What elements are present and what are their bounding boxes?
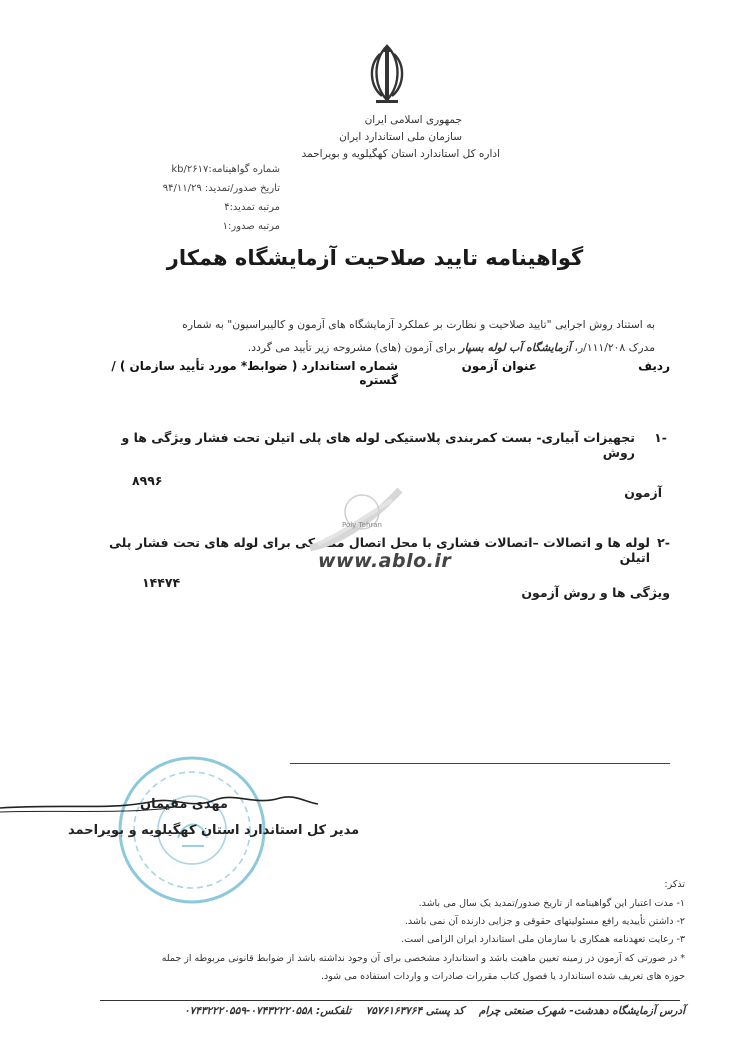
footer: [100, 1005, 685, 1017]
intro-line-2: [95, 336, 655, 359]
note-2: ۲- داشتن تأییدیه رافع مسئولیتهای حقوقی و جزایی دارنده آن نمی باشد.: [404, 916, 685, 927]
footer-postal-code: کد پستی ۷۵۷۶۱۶۳۷۶۴: [365, 1005, 465, 1017]
signatory-name: مهدی مقیمان: [140, 797, 228, 812]
lab-name: آزمایشگاه آب لوله بسپار: [459, 341, 572, 354]
note-1: ۱- مدت اعتبار این گواهینامه از تاریخ صدور/تمدید یک سال می باشد.: [418, 898, 685, 909]
footer-phone-fax: تلفکس: ۰۷۴۳۲۲۲۰۵۵۸-۰۷۴۳۲۲۲۰۵۵۹: [183, 1005, 352, 1017]
intro-approval: برای آزمون (های) مشروحه زیر تأیید می گردد.: [247, 341, 456, 354]
row-1-index: ۱-: [654, 430, 667, 445]
certificate-meta: [120, 160, 280, 236]
note-asterisk-line-1: * در صورتی که آزمون در زمینه تعیین ماهیت باشد و استاندارد مشخصی برای آن وجود نداشته باشد از ضوابط قانونی مربوطه از جمله: [161, 953, 685, 964]
signature-line: [290, 763, 670, 764]
column-header-row: ردیف: [638, 359, 670, 373]
row-1-standard: ۸۹۹۶: [132, 473, 163, 488]
company-logo-icon: [300, 482, 412, 554]
signatory-title: مدیر کل استاندارد استان کهگیلویه و بویراحمد: [68, 823, 360, 838]
row-1-title-line-1: تجهیزات آبیاری- بست کمربندی پلاستیکی لوله های پلی اتیلن تحت فشار ویژگی ها و روش: [121, 430, 635, 460]
column-header-title: عنوان آزمون: [461, 359, 537, 373]
intro-doc-ref: مدرک ۱۱۱/۲۰۸/ر،: [574, 341, 655, 354]
note-asterisk-line-2: حوزه های تعریف شده استاندارد یا فصول کتاب مقررات صادرات و واردات استفاده می شود.: [320, 971, 685, 982]
row-2-title-line-2: ویژگی ها و روش آزمون: [521, 585, 670, 600]
extension-count: مرتبه تمدید:۴: [224, 202, 280, 213]
issue-date: تاریخ صدور/تمدید: ۹۴/۱۱/۲۹: [162, 183, 280, 194]
column-header-standard: شماره استاندارد ( ضوابط* مورد تأیید سازمان ) /گستره: [111, 359, 398, 387]
issue-count: مرتبه صدور:۱: [222, 221, 280, 232]
header-office: اداره کل استاندارد استان کهگیلویه و بویراحمد: [301, 148, 500, 160]
footer-address: آدرس آزمایشگاه دهدشت- شهرک صنعتی چرام: [478, 1005, 685, 1017]
header-organization: سازمان ملی استاندارد ایران: [339, 131, 462, 143]
row-2-title-line-1: لوله ها و اتصالات –اتصالات فشاری با محل اتصال مکانیکی برای لوله های تحت فشار پلی اتیلن: [109, 535, 650, 565]
intro-line-1: به استناد روش اجرایی "تایید صلاحیت و نظارت بر عملکرد آزمایشگاه های آزمون و کالیبراسیون" به شماره: [182, 318, 655, 331]
iran-emblem-icon: [352, 40, 422, 110]
note-3: ۳- رعایت تعهدنامه همکاری با سازمان ملی استاندارد ایران الزامی است.: [401, 934, 685, 945]
watermark-url[interactable]: www.ablo.ir: [318, 550, 452, 572]
row-2-standard: ۱۴۴۷۴: [142, 575, 181, 590]
notes-heading: تذکر:: [664, 879, 685, 890]
document-title: گواهینامه تایید صلاحیت آزمایشگاه همکار: [166, 246, 584, 270]
footer-divider: [100, 1000, 680, 1001]
header-country: جمهوری اسلامی ایران: [364, 114, 462, 126]
certificate-number: شماره گواهینامه:kb/۲۶۱۷: [171, 164, 280, 175]
row-2-index: ۲-: [657, 535, 670, 550]
company-logo-text: Poly Tehran: [341, 521, 383, 529]
row-1-title-line-2: آزمون: [624, 485, 662, 500]
